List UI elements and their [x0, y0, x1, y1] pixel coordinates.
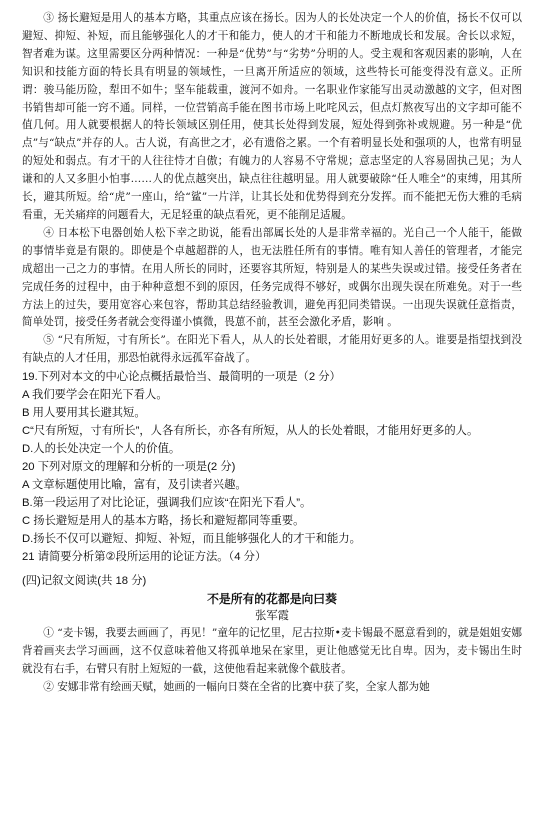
question-20-option-d: D.扬长不仅可以避短、抑短、补短，而且能够强化人的才干和能力。 [22, 533, 361, 546]
question-21-stem: 21 请简要分析第②段所运用的论证方法。（4 分） [22, 551, 267, 564]
question-19-stem: 19.下列对本文的中心论点概括最恰当、最简明的一项是（2 分） [22, 371, 341, 384]
question-20-stem: 20 下列对原文的理解和分析的一项是(2 分) [22, 461, 236, 474]
question-19-option-c: C“尺有所短，寸有所长”，人各有所长，亦各有所短，从人的长处着眼，才能用好更多的人。 [22, 425, 479, 438]
question-20-option-b: B.第一段运用了对比论证，强调我们应该“在阳光下看人”。 [22, 497, 312, 510]
essay-paragraph-5: ⑤ “尺有所短，寸有所长”。在阳光下看人，从人的长处着眼，才能用好更多的人。谁要是指望找到没有缺点的人才任用，那恐怕就得永远孤军奋战了。 [22, 334, 522, 365]
story-author: 张军霞 [255, 610, 289, 623]
question-19-option-b: B 用人要用其长避其短。 [22, 407, 146, 420]
essay-paragraph-3: ③ 扬长避短是用人的基本方略，其重点应该在扬长。因为人的长处决定一个人的价值，扬长不仅可以避短、抑短、补短，而且能够强化人的才干和能力，使人的才干和能力不断地成长和发展。舍长以求短，智者难为谋。这里需要区分两种情况：一种是“优势”与“劣势”分明的人。受主观和客观因素的影响，人在知识和技能方面的特长具有明显的领域性，一旦离开所适应的领域，这些特长可能变得没有意义。正所谓：骏马能历险，犁田不如牛；坚车能载重，渡河不如舟。一名职业作家能写出灵动激越的文字，但对图书销售却可能一窍不通。同样，一位营销高手能在图书市场上叱咤风云，但点灯熬夜写出的文字却可能不值几何。用人就要根据人的特长领域区别任用，使其长处得到发展，短处得到弥补或规避。另一种是“优点”与“缺点”并存的人。古人说，有高世之才，必有遗俗之累。一个有着明显长处和强项的人，也常有明显的短处和弱点。有才干的人往往恃才自傲；有魄力的人容易不守常规；意志坚定的人容易固执己见；为人谦和的人又多胆小怕事……人的优点越突出，缺点往往越明显。用人就要破除“任人唯全”的束缚，用其所长，避其所短。给“虎”一座山，给“鲨”一片洋，让其长处和优势得到充分发挥。而不能把无伤大雅的毛病看重，无关痛痒的问题看大，无足轻重的缺点看死，更不能削足适履。 [22, 12, 522, 221]
story-title: 不是所有的花都是向曰葵 [207, 592, 337, 607]
essay-paragraph-4: ④ 日本松下电器创始人松下幸之助说，能看出部属长处的人是非常幸福的。光自己一个人能干，能做的事情毕竟是有限的。即使是个卓越超群的人，也无法胜任所有的事情。唯有知人善任的管理者，才能完成超出一己之力的事情。在用人所长的同时，还要容其所短，特别是人的某些失误或过错。接受任务者在完成任务的过程中，由于种种意想不到的原因，任务完成得不够好，或偶尔出现失误在所难免。对于一些方法上的过失，要用宽容心来包容，帮助其总结经验教训，避免再犯同类错误。一出现失误就任意指责，简单处罚，接受任务者就会变得谨小慎微，畏葸不前，甚至会激化矛盾，影响 。 [22, 226, 522, 329]
question-19-option-a: A 我们要学会在阳光下看人。 [22, 389, 168, 402]
question-20-option-c: C 扬长避短是用人的基本方略，扬长和避短都同等重要。 [22, 515, 305, 528]
question-20-option-a: A 文章标题使用比喻，富有，及引读者兴趣。 [22, 479, 247, 492]
question-19-option-d: D.人的长处决定一个人的价值。 [22, 443, 181, 456]
story-paragraph-2: ② 安娜非常有绘画天赋，她画的一幅向日葵在全省的比赛中获了奖，全家人都为她 [43, 680, 430, 693]
story-paragraph-1: ① “麦卡锡，我要去画画了，再见！”童年的记忆里，尼古拉斯•麦卡锡最不愿意看到的，就是姐姐安娜背着画夹去学习画画，这不仅意味着他又将孤单地呆在家里，更让他感觉无比自卑。因为，麦卡锡出生时就没有右手，右臂只有肘上短短的一截，这使他看起来就像个截肢者。 [22, 627, 522, 675]
section-heading: (四)记叙文阅读(共 18 分) [22, 575, 147, 588]
